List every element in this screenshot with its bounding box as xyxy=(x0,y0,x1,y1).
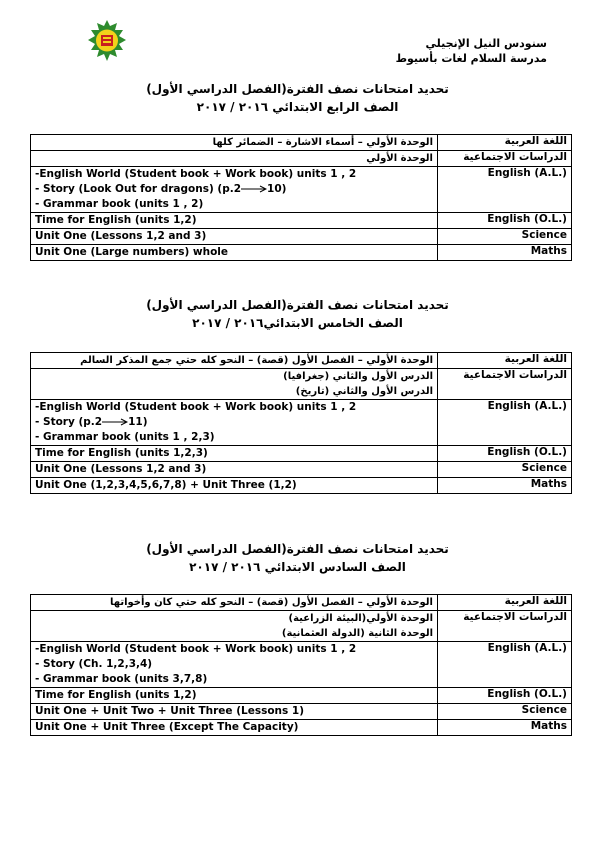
header-line-2: مدرسة السلام لغات بأسيوط xyxy=(395,52,547,65)
row-subject: Science xyxy=(438,704,572,720)
section-3-title-line-2: الصف السادس الابتدائي ٢٠١٦ / ٢٠١٧ xyxy=(189,560,406,574)
row-content xyxy=(31,167,438,213)
row-subject: Maths xyxy=(438,720,572,736)
row-subject: Maths xyxy=(438,478,572,494)
row-subject: اللغة العربية xyxy=(438,135,572,151)
row-content xyxy=(31,720,438,736)
row-line: الوحدة الأولي(البيئة الزراعية) xyxy=(288,613,433,624)
row-subject: الدراسات الاجتماعية xyxy=(438,611,572,642)
row-subject: English (A.L.) xyxy=(438,167,572,213)
row-line: Unit One (Large numbers) whole xyxy=(35,246,229,258)
row-line: - Grammar book (units 3,7,8) xyxy=(35,673,208,685)
section-2-table xyxy=(30,352,572,494)
section-1-table xyxy=(30,134,572,261)
table-row xyxy=(31,167,572,213)
school-header xyxy=(396,36,547,66)
row-subject: English (A.L.) xyxy=(438,400,572,446)
row-line: الوحدة الأولي – الفصل الأول (قصة) – النحو كله حتي كان وأخواتها xyxy=(109,597,433,608)
table-row xyxy=(31,611,572,642)
table-row xyxy=(31,720,572,736)
row-line: Unit One + Unit Three (Except The Capacity) xyxy=(35,721,299,733)
row-line: Unit One (Lessons 1,2 and 3) xyxy=(35,463,207,475)
table-row xyxy=(31,151,572,167)
row-line: Time for English (units 1,2) xyxy=(35,214,197,226)
row-content xyxy=(31,478,438,494)
table-row xyxy=(31,400,572,446)
row-subject: اللغة العربية xyxy=(438,353,572,369)
row-line-story xyxy=(35,182,433,197)
row-line: الوحدة الأولي xyxy=(366,153,433,164)
row-subject: English (A.L.) xyxy=(438,642,572,688)
row-line: الدرس الأول والثاني (تاريخ) xyxy=(295,386,433,397)
row-content xyxy=(31,245,438,261)
story-end: 10) xyxy=(267,183,287,195)
row-line: - Grammar book (units 1 , 2,3) xyxy=(35,431,215,443)
story-end: 11) xyxy=(128,416,148,428)
table-row xyxy=(31,213,572,229)
section-2-title-line-1: تحديد امتحانات نصف الفترة(الفصل الدراسي الأول) xyxy=(146,298,449,312)
row-subject: الدراسات الاجتماعية xyxy=(438,151,572,167)
table-row xyxy=(31,688,572,704)
story-text: - Story (Look Out for dragons) (p.2 xyxy=(35,183,242,195)
row-line: - Story (Ch. 1,2,3,4) xyxy=(35,658,153,670)
table-row xyxy=(31,595,572,611)
table-row xyxy=(31,478,572,494)
arrow-right-icon xyxy=(102,418,128,426)
row-content xyxy=(31,229,438,245)
row-line: Unit One (Lessons 1,2 and 3) xyxy=(35,230,207,242)
table-row xyxy=(31,642,572,688)
row-subject: English (O.L.) xyxy=(438,688,572,704)
row-content xyxy=(31,595,438,611)
row-content xyxy=(31,135,438,151)
row-content xyxy=(31,611,438,642)
row-line: -English World (Student book + Work book) units 1 , 2 xyxy=(35,643,357,655)
table-row xyxy=(31,446,572,462)
row-line: الوحدة الثانية (الدولة العثمانية) xyxy=(281,628,433,639)
table-row xyxy=(31,704,572,720)
row-content xyxy=(31,151,438,167)
row-content xyxy=(31,462,438,478)
row-subject: Science xyxy=(438,229,572,245)
section-1-title-line-2: الصف الرابع الابتدائي ٢٠١٦ / ٢٠١٧ xyxy=(196,100,399,114)
table-row xyxy=(31,135,572,151)
row-content xyxy=(31,400,438,446)
section-2-title-line-2: الصف الخامس الابتدائي٢٠١٦ / ٢٠١٧ xyxy=(192,316,403,330)
row-line: Time for English (units 1,2,3) xyxy=(35,447,208,459)
table-row xyxy=(31,229,572,245)
row-subject: Science xyxy=(438,462,572,478)
row-subject: الدراسات الاجتماعية xyxy=(438,369,572,400)
section-1-title-line-1: تحديد امتحانات نصف الفترة(الفصل الدراسي الأول) xyxy=(146,82,449,96)
table-row xyxy=(31,462,572,478)
row-content xyxy=(31,369,438,400)
row-subject: اللغة العربية xyxy=(438,595,572,611)
row-content xyxy=(31,446,438,462)
row-content xyxy=(31,642,438,688)
row-subject: Maths xyxy=(438,245,572,261)
row-line: الوحدة الأولي – الفصل الأول (قصة) – النحو كله حتي جمع المذكر السالم xyxy=(80,355,433,366)
arrow-right-icon xyxy=(241,185,267,193)
row-subject: English (O.L.) xyxy=(438,213,572,229)
row-line: Time for English (units 1,2) xyxy=(35,689,197,701)
row-content xyxy=(31,353,438,369)
school-logo xyxy=(84,18,130,64)
table-row xyxy=(31,245,572,261)
row-line: -English World (Student book + Work book) units 1 , 2 xyxy=(35,401,357,413)
row-line-story xyxy=(35,415,433,430)
row-content xyxy=(31,704,438,720)
section-3-table xyxy=(30,594,572,736)
row-line: الدرس الأول والثاني (جغرافيا) xyxy=(283,371,433,382)
section-3-title xyxy=(0,540,595,576)
section-2-title xyxy=(0,296,595,332)
row-line: الوحدة الأولي – أسماء الاشارة – الضمائر كلها xyxy=(212,137,433,148)
table-row xyxy=(31,369,572,400)
row-line: -English World (Student book + Work book) units 1 , 2 xyxy=(35,168,357,180)
row-content xyxy=(31,688,438,704)
story-text: - Story (p.2 xyxy=(35,416,103,428)
section-1-title xyxy=(0,80,595,116)
table-row xyxy=(31,353,572,369)
row-content xyxy=(31,213,438,229)
header-line-1: سنودس النيل الإنجيلي xyxy=(425,37,547,50)
row-line: Unit One (1,2,3,4,5,6,7,8) + Unit Three (1,2) xyxy=(35,479,297,491)
section-3-title-line-1: تحديد امتحانات نصف الفترة(الفصل الدراسي الأول) xyxy=(146,542,449,556)
row-subject: English (O.L.) xyxy=(438,446,572,462)
row-line: Unit One + Unit Two + Unit Three (Lessons 1) xyxy=(35,705,305,717)
row-line: - Grammar book (units 1 , 2) xyxy=(35,198,204,210)
